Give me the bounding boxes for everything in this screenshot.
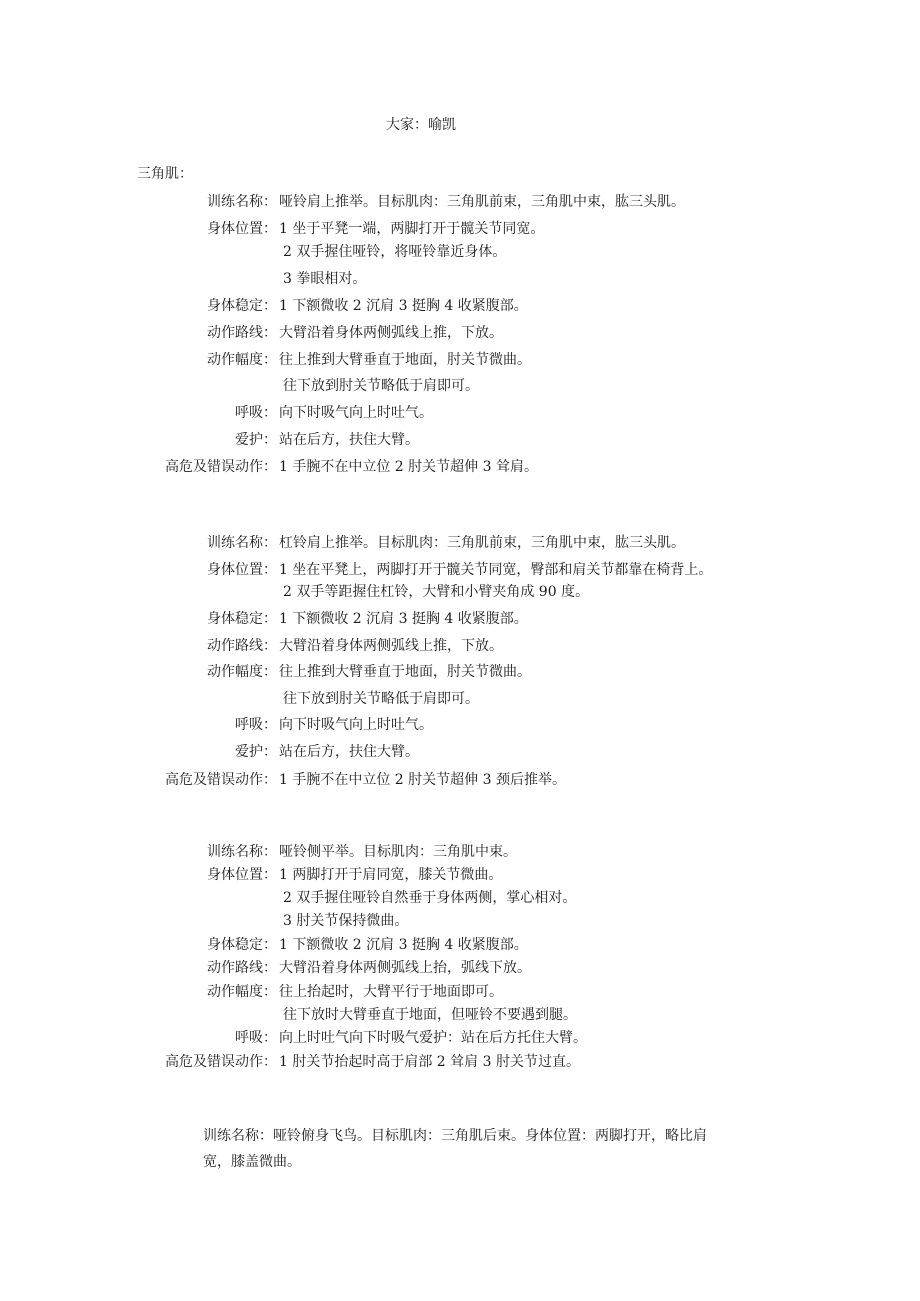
row-value: 往上推到大臂垂直于地面，肘关节微曲。 [279,664,531,680]
row-value: 向上时吐气向下时吸气爱护：站在后方托住大臂。 [279,1030,587,1046]
section-heading: 三角肌： [137,166,193,182]
row-continuation: 3 肘关节保持微曲。 [283,913,409,929]
row-label: 呼吸： [235,1030,277,1046]
row-label: 身体稳定： [207,937,277,953]
row-label: 高危及错误动作： [165,1054,277,1070]
row-label: 身体位置： [207,221,277,237]
row-label: 高危及错误动作： [165,772,277,788]
row-value: 1 手腕不在中立位 2 肘关节超伸 3 颈后推举。 [279,772,566,788]
row-value: 站在后方，扶住大臂。 [279,432,419,448]
row-continuation: 2 双手等距握住杠铃，大臂和小臂夹角成 90 度。 [283,584,590,600]
row-label: 训练名称： [207,194,277,210]
page-title: 大家：喻凯 [386,117,456,133]
row-value: 哑铃侧平举。目标肌肉：三角肌中束。 [279,844,517,860]
row-label: 训练名称： [207,535,277,551]
row-label: 训练名称： [207,844,277,860]
row-label: 动作幅度： [207,984,277,1000]
row-value: 1 坐在平凳上，两脚打开于髋关节同宽，臀部和肩关节都靠在椅背上。 [279,562,713,578]
row-continuation: 往下放到肘关节略低于肩即可。 [283,691,479,707]
row-continuation: 2 双手握住哑铃，将哑铃靠近身体。 [283,244,507,260]
row-value: 往上推到大臂垂直于地面，肘关节微曲。 [279,352,531,368]
row-value: 站在后方，扶住大臂。 [279,744,419,760]
row-value: 1 肘关节抬起时高于肩部 2 耸肩 3 肘关节过直。 [279,1054,580,1070]
row-continuation: 往下放到肘关节略低于肩即可。 [283,378,479,394]
row-continuation: 2 双手握住哑铃自然垂于身体两侧，掌心相对。 [283,890,577,906]
row-value: 1 坐于平凳一端，两脚打开于髋关节同宽。 [279,221,545,237]
row-label: 动作路线： [207,960,277,976]
row-continuation: 3 拳眼相对。 [283,271,367,287]
row-label: 身体位置： [207,562,277,578]
row-continuation: 往下放时大臂垂直于地面，但哑铃不要遇到腿。 [283,1007,577,1023]
row-label: 动作幅度： [207,352,277,368]
row-value: 1 下额微收 2 沉肩 3 挺胸 4 收紧腹部。 [279,937,528,953]
row-label: 身体稳定： [207,298,277,314]
row-value: 1 两脚打开于肩同宽，膝关节微曲。 [279,867,503,883]
row-value: 大臂沿着身体两侧弧线上推，下放。 [279,638,503,654]
row-value: 1 下额微收 2 沉肩 3 挺胸 4 收紧腹部。 [279,298,528,314]
row-value: 哑铃肩上推举。目标肌肉：三角肌前束，三角肌中束，肱三头肌。 [279,194,685,210]
paragraph-line-1: 训练名称：哑铃俯身飞鸟。目标肌肉：三角肌后束。身体位置：两脚打开，略比肩 [203,1128,707,1144]
paragraph-line-2: 宽，膝盖微曲。 [203,1154,301,1170]
row-label: 呼吸： [235,405,277,421]
row-value: 向下时吸气向上时吐气。 [279,717,433,733]
row-label: 呼吸： [235,717,277,733]
row-value: 1 手腕不在中立位 2 肘关节超伸 3 耸肩。 [279,459,538,475]
row-label: 爱护： [235,744,277,760]
row-label: 高危及错误动作： [165,459,277,475]
row-label: 身体稳定： [207,611,277,627]
row-value: 往上抬起时，大臂平行于地面即可。 [279,984,503,1000]
row-value: 向下时吸气向上时吐气。 [279,405,433,421]
row-label: 动作路线： [207,638,277,654]
row-value: 大臂沿着身体两侧弧线上抬，弧线下放。 [279,960,531,976]
row-label: 动作幅度： [207,664,277,680]
row-label: 身体位置： [207,867,277,883]
row-label: 爱护： [235,432,277,448]
row-value: 大臂沿着身体两侧弧线上推，下放。 [279,325,503,341]
row-value: 杠铃肩上推举。目标肌肉：三角肌前束，三角肌中束，肱三头肌。 [279,535,685,551]
row-label: 动作路线： [207,325,277,341]
row-value: 1 下额微收 2 沉肩 3 挺胸 4 收紧腹部。 [279,611,528,627]
